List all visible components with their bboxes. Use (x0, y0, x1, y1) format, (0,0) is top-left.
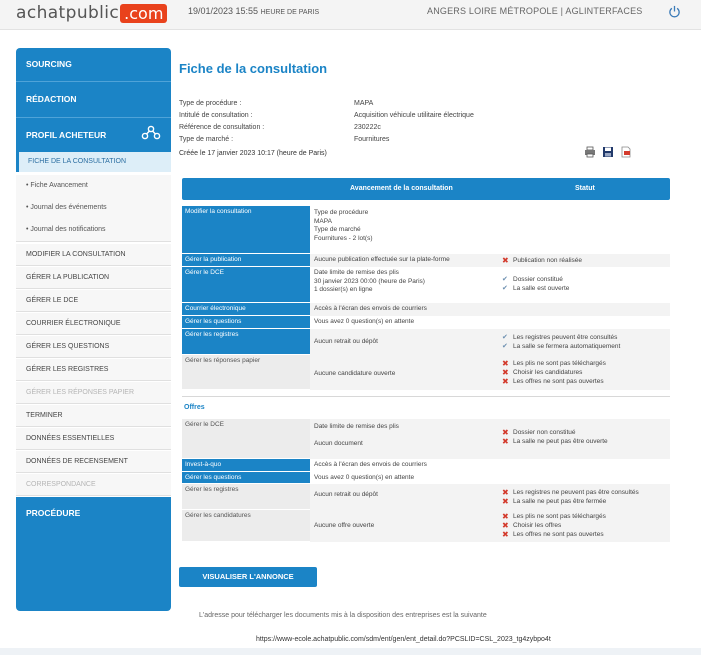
info-row (179, 112, 474, 119)
row-link-gerer-publication[interactable]: Gérer la publication (182, 254, 310, 267)
section-divider (182, 396, 670, 397)
sidebar-item-donnees-recensement[interactable]: DONNÉES DE RECENSEMENT (16, 451, 171, 473)
status-error: ✖ Publication non réalisée (502, 256, 582, 265)
row-detail: Vous avez 0 question(s) en attente (314, 318, 415, 325)
row-link-gerer-questions[interactable]: Gérer les questions (182, 472, 310, 484)
row-detail: Aucune candidature ouverte (314, 370, 396, 377)
consultation-progress-table (182, 178, 670, 542)
download-url-link[interactable]: https://www-ecole.achatpublic.com/sdm/ent/gen/ent_detail.do?PCSLID=CSL_2023_tg4zybpo4t (256, 636, 551, 643)
row-link-courrier-electronique[interactable]: Courrier électronique (182, 303, 310, 316)
column-header-avancement: Avancement de la consultation (350, 185, 453, 192)
table-row (182, 510, 670, 542)
row-status (502, 275, 569, 293)
row-label-gerer-candidatures: Gérer les candidatures (182, 510, 310, 542)
status-error: ✖ Les plis ne sont pas téléchargés (502, 512, 606, 521)
status-ok: ✔ La salle se fermera automatiquement (502, 342, 620, 351)
row-detail: Accès à l'écran des envois de courriers (314, 461, 427, 468)
sidebar-subitem-fiche-avancement[interactable]: • Fiche Avancement (16, 175, 171, 197)
info-key: Intitulé de consultation : (179, 112, 253, 119)
row-status (502, 333, 620, 351)
detail-line: Type de marché (314, 226, 361, 233)
row-status (502, 488, 639, 506)
row-detail: Vous avez 0 question(s) en attente (314, 474, 415, 481)
table-row (182, 316, 670, 329)
table-row (182, 206, 670, 254)
info-key: Type de marché : (179, 136, 234, 143)
header-date: 19/01/2023 15:55 (188, 6, 259, 16)
creation-date: Créée le 17 janvier 2023 10:17 (heure de Paris) (179, 150, 327, 157)
status-error: ✖ Choisir les candidatures (502, 368, 606, 377)
status-error: ✖ Les offres ne sont pas ouvertes (502, 377, 606, 386)
status-error: ✖ La salle ne peut pas être ouverte (502, 437, 608, 446)
info-row (179, 136, 390, 143)
status-ok: ✔ La salle est ouverte (502, 284, 569, 293)
sidebar-item-correspondance: CORRESPONDANCE (16, 474, 171, 496)
row-label-gerer-registres: Gérer les registres (182, 484, 310, 510)
sidebar-item-gerer-dce[interactable]: GÉRER LE DCE (16, 290, 171, 312)
row-detail: Aucun retrait ou dépôt (314, 491, 378, 498)
save-icon[interactable] (602, 146, 614, 158)
table-row (182, 419, 670, 459)
detail-line: 1 dossier(s) en ligne (314, 286, 373, 293)
pdf-icon[interactable] (620, 146, 632, 158)
sidebar-item-sourcing[interactable]: SOURCING (16, 48, 171, 81)
table-row (182, 254, 670, 267)
detail-line: Type de procédure (314, 209, 369, 216)
status-error: ✖ Les offres ne sont pas ouvertes (502, 530, 606, 539)
table-row (182, 484, 670, 510)
sidebar-item-courrier-electronique[interactable]: COURRIER ÉLECTRONIQUE (16, 313, 171, 335)
sidebar-item-gerer-reponses-papier: GÉRER LES RÉPONSES PAPIER (16, 382, 171, 404)
table-header (182, 178, 670, 200)
sidebar-item-terminer[interactable]: TERMINER (16, 405, 171, 427)
print-icon[interactable] (584, 146, 596, 158)
table-row (182, 267, 670, 303)
power-icon[interactable] (668, 5, 681, 18)
column-header-statut: Statut (575, 185, 595, 192)
top-header (0, 0, 701, 30)
table-row (182, 303, 670, 316)
row-status (502, 428, 608, 446)
info-key: Référence de consultation : (179, 124, 265, 131)
detail-line: Fournitures - 2 lot(s) (314, 234, 373, 242)
detail-line (314, 432, 399, 441)
header-date-suffix: HEURE DE PARIS (260, 9, 320, 16)
detail-line: MAPA (314, 217, 332, 225)
sidebar-subitem-journal-notifications[interactable]: • Journal des notifications (16, 219, 171, 242)
row-detail: Accès à l'écran des envois de courriers (314, 305, 427, 312)
table-row (182, 472, 670, 484)
row-detail (314, 209, 373, 243)
status-error: ✖ Choisir les offres (502, 521, 606, 530)
sidebar-item-gerer-publication[interactable]: GÉRER LA PUBLICATION (16, 267, 171, 289)
row-detail: Aucune publication effectuée sur la plate-forme (314, 256, 450, 263)
sidebar-item-donnees-essentielles[interactable]: DONNÉES ESSENTIELLES (16, 428, 171, 450)
visualiser-annonce-button[interactable]: VISUALISER L'ANNONCE (179, 567, 317, 587)
row-label-gerer-dce: Gérer le DCE (182, 419, 310, 459)
row-link-modifier-consultation[interactable]: Modifier la consultation (182, 206, 310, 254)
sidebar-item-modifier-consultation[interactable]: MODIFIER LA CONSULTATION (16, 244, 171, 266)
row-status (502, 359, 606, 386)
detail-line: Aucun document (314, 440, 363, 447)
row-link-gerer-registres[interactable]: Gérer les registres (182, 329, 310, 355)
sidebar-item-gerer-registres[interactable]: GÉRER LES REGISTRES (16, 359, 171, 381)
sidebar (16, 48, 171, 611)
status-ok: ✔ Les registres peuvent être consultés (502, 333, 620, 342)
achatpublic-logo[interactable] (16, 1, 167, 23)
status-ok: ✔ Dossier constitué (502, 275, 569, 284)
status-error: ✖ La salle ne peut pas être fermée (502, 497, 639, 506)
detail-line: Date limite de remise des plis (314, 423, 399, 430)
section-title-offres: Offres (184, 404, 205, 411)
info-key: Type de procédure : (179, 100, 242, 107)
sidebar-item-procedure[interactable]: PROCÉDURE (16, 497, 171, 611)
table-row (182, 355, 670, 390)
header-organisation[interactable]: ANGERS LOIRE MÉTROPOLE | AGLINTERFACES (427, 6, 643, 16)
row-label-gerer-reponses-papier: Gérer les réponses papier (182, 355, 310, 390)
sidebar-item-fiche-consultation[interactable]: FICHE DE LA CONSULTATION (16, 152, 171, 172)
row-detail (314, 269, 425, 295)
detail-line: 30 janvier 2023 00:00 (heure de Paris) (314, 277, 425, 285)
sidebar-item-redaction[interactable]: RÉDACTION (16, 82, 171, 117)
row-status (502, 256, 582, 265)
info-value: Fournitures (354, 136, 390, 143)
logo-text: achatpublic (16, 3, 120, 23)
download-info-text: L'adresse pour télécharger les documents mis à la disposition des entreprises est la suivante (199, 612, 487, 619)
detail-line: Date limite de remise des plis (314, 269, 399, 276)
logo-suffix: .com (120, 4, 167, 23)
info-value: Acquisition véhicule utilitaire électrique (354, 112, 474, 119)
row-detail: Aucune offre ouverte (314, 522, 375, 529)
row-detail (314, 423, 399, 449)
sidebar-item-gerer-questions[interactable]: GÉRER LES QUESTIONS (16, 336, 171, 358)
status-error: ✖ Les plis ne sont pas téléchargés (502, 359, 606, 368)
sidebar-item-profil-acheteur[interactable] (16, 118, 171, 152)
sidebar-subitem-journal-evenements[interactable]: • Journal des événements (16, 197, 171, 219)
info-value: 230222c (354, 124, 381, 131)
header-datetime (188, 6, 319, 16)
info-row (179, 124, 381, 131)
table-row (182, 459, 670, 472)
row-detail: Aucun retrait ou dépôt (314, 338, 378, 345)
row-status (502, 512, 606, 539)
status-error: ✖ Dossier non constitué (502, 428, 608, 437)
row-link-gerer-dce[interactable]: Gérer le DCE (182, 267, 310, 303)
info-value: MAPA (354, 100, 374, 107)
sidebar-item-label: PROFIL ACHETEUR (26, 130, 107, 140)
page-title: Fiche de la consultation (179, 61, 328, 76)
row-link-gerer-questions[interactable]: Gérer les questions (182, 316, 310, 329)
table-row (182, 329, 670, 355)
row-link-invest-a-quo[interactable]: Invest-à-quo (182, 459, 310, 472)
status-error: ✖ Les registres ne peuvent pas être consultés (502, 488, 639, 497)
info-row (179, 100, 374, 107)
toolbar (584, 146, 632, 158)
bottom-bar (0, 648, 701, 655)
share-icon (141, 125, 161, 141)
